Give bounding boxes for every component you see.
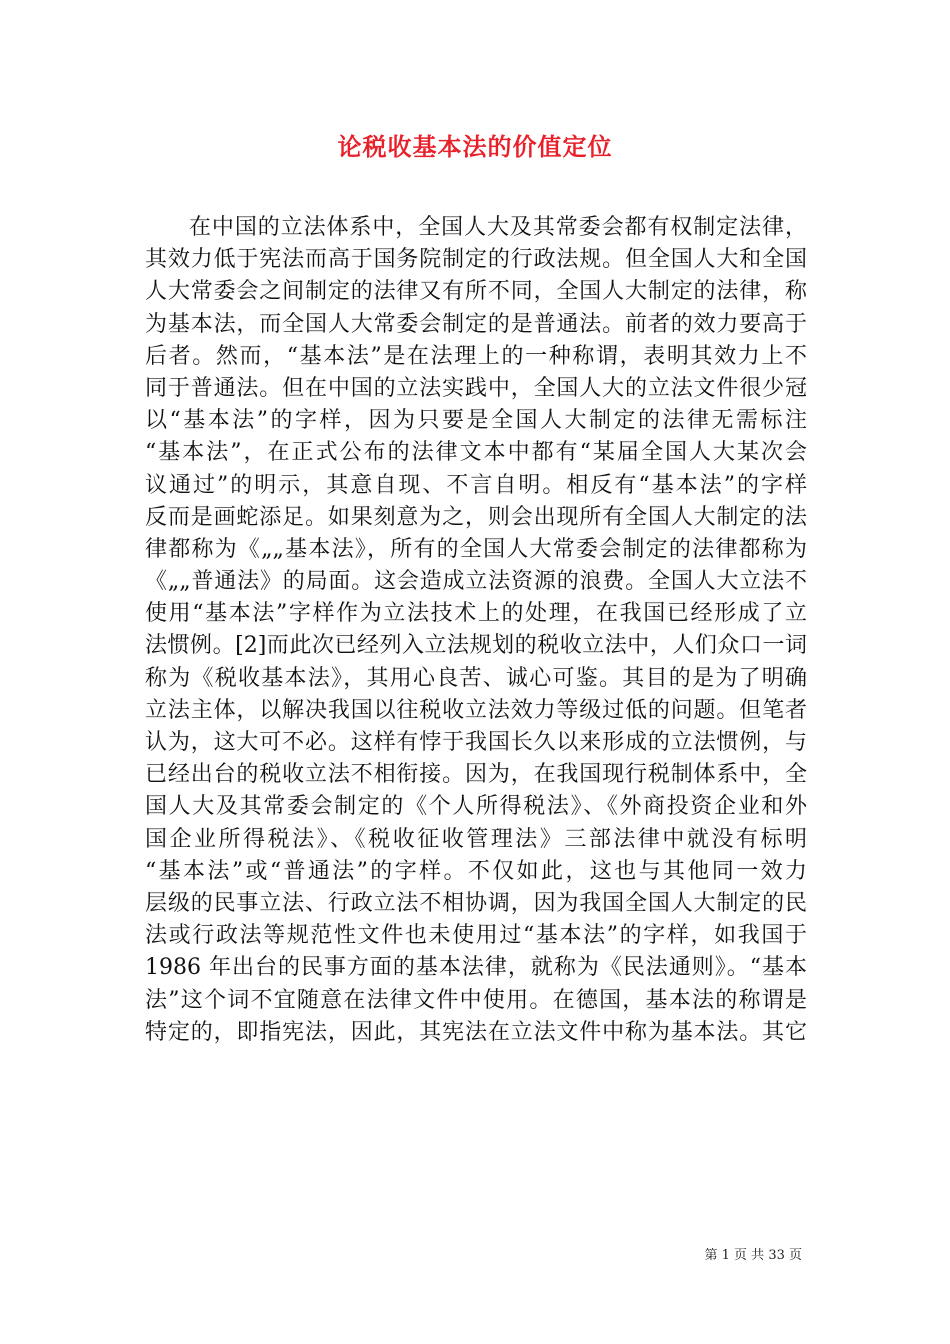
paragraph-line: 国企业所得税法》、《税收征收管理法》三部法律中就没有标明 — [145, 826, 807, 852]
paragraph-line: 法惯例。[2]而此次已经列入立法规划的税收立法中，人们众口一词 — [145, 633, 807, 659]
paragraph-line: 立法主体，以解决我国以往税收立法效力等级过低的问题。但笔者 — [145, 697, 807, 723]
document-title: 论税收基本法的价值定位 — [337, 132, 613, 161]
paragraph-line: 使用“基本法”字样作为立法技术上的处理，在我国已经形成了立 — [145, 601, 807, 627]
paragraph-line: 以“基本法”的字样，因为只要是全国人大制定的法律无需标注 — [145, 408, 807, 434]
paragraph-line: 反而是画蛇添足。如果刻意为之，则会出现所有全国人大制定的法 — [145, 504, 807, 530]
paragraph-line: “基本法”，在正式公布的法律文本中都有“某届全国人大某次会 — [145, 440, 807, 466]
paragraph-line: 认为，这大可不必。这样有悖于我国长久以来形成的立法惯例，与 — [145, 730, 807, 755]
paragraph-line: 为基本法，而全国人大常委会制定的是普通法。前者的效力要高于 — [145, 311, 807, 337]
paragraph-line: 《„„普通法》的局面。这会造成立法资源的浪费。全国人大立法不 — [145, 569, 807, 595]
paragraph-line: 已经出台的税收立法不相衔接。因为，在我国现行税制体系中，全 — [145, 762, 807, 788]
paragraph-line: 特定的，即指宪法，因此，其宪法在立法文件中称为基本法。其它 — [145, 1019, 807, 1045]
page-number-footer: 第 1 页 共 33 页 — [704, 1248, 802, 1263]
paragraph-line: 法”这个词不宜随意在法律文件中使用。在德国，基本法的称谓是 — [145, 987, 807, 1013]
paragraph-line: 议通过”的明示，其意自现、不言自明。相反有“基本法”的字样 — [145, 472, 807, 498]
paragraph-line: “基本法”或“普通法”的字样。不仅如此，这也与其他同一效力 — [145, 858, 807, 884]
paragraph-line: 人大常委会之间制定的法律又有所不同，全国人大制定的法律，称 — [145, 279, 807, 305]
paragraph-line: 后者。然而，“基本法”是在法理上的一种称谓，表明其效力上不 — [145, 343, 807, 369]
paragraph-line: 称为《税收基本法》，其用心良苦、诚心可鉴。其目的是为了明确 — [145, 665, 807, 691]
paragraph-line: 法或行政法等规范性文件也未使用过“基本法”的字样，如我国于 — [145, 923, 807, 949]
paragraph-line: 同于普通法。但在中国的立法实践中，全国人大的立法文件很少冠 — [145, 375, 807, 401]
document-body — [145, 212, 807, 1049]
paragraph-line: 层级的民事立法、行政立法不相协调，因为我国全国人大制定的民 — [145, 890, 807, 916]
paragraph-line: 律都称为《„„基本法》，所有的全国人大常委会制定的法律都称为 — [145, 536, 807, 562]
paragraph-line: 其效力低于宪法而高于国务院制定的行政法规。但全国人大和全国 — [145, 247, 807, 273]
paragraph-line: 国人大及其常委会制定的《个人所得税法》、《外商投资企业和外 — [145, 794, 807, 820]
paragraph-line: 在中国的立法体系中，全国人大及其常委会都有权制定法律， — [189, 215, 807, 240]
paragraph-line: 1986 年出台的民事方面的基本法律，就称为《民法通则》。“基本 — [145, 955, 807, 981]
